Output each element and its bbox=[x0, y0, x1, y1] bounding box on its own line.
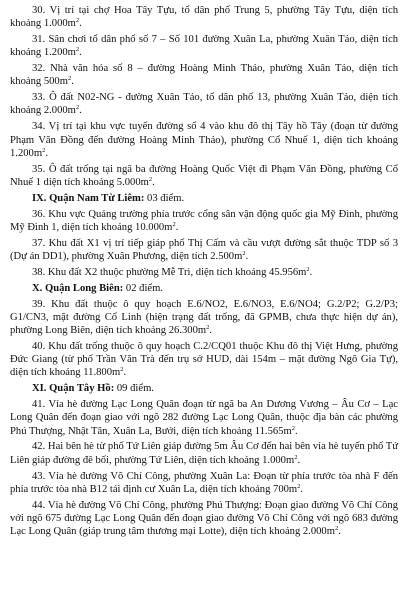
area-unit-exponent: 2 bbox=[206, 324, 210, 332]
location-item bbox=[10, 266, 398, 279]
location-item-text: 37. Khu đất X1 vị trí tiếp giáp phố Thị Cấm và cầu vượt đường sắt thuộc TDP số 3 (Dự án DD1), phường Xuân Phương, diện tích 2.500m bbox=[10, 237, 398, 262]
location-item bbox=[10, 208, 398, 234]
location-item-text: 43. Vỉa hè đường Võ Chí Công, phường Xuân La: Đoạn từ phía trước tòa nhà F đến phía trước tòa nhà B12 tái định cư Xuân La, diện tích khoảng 700m bbox=[10, 470, 398, 495]
area-unit-exponent: 2 bbox=[75, 17, 80, 25]
district-heading bbox=[10, 282, 398, 295]
location-item-end: . bbox=[209, 325, 213, 337]
area-unit-exponent: 2 bbox=[242, 249, 246, 257]
location-item bbox=[10, 340, 398, 380]
location-item-text: 36. Khu vực Quảng trường phía trước cổng sân vận động quốc gia Mỹ Đình, phường Mỹ Đình 1, diện tích khoảng 10.000m bbox=[10, 208, 398, 233]
area-unit-exponent: 2 bbox=[294, 453, 298, 461]
area-unit-exponent: 2 bbox=[291, 424, 295, 432]
location-item bbox=[10, 120, 398, 160]
location-item-text: 34. Vị trí tại khu vực tuyến đường số 4 vào khu đô thị Tây hồ Tây (đoạn từ đường Phạm Văn Đồng đến đường Hoàng Minh Thảo), phường Cổ Nhuế 1, diện tích khoảng 1.200m bbox=[10, 121, 398, 159]
location-item-text: 41. Vỉa hè đường Lạc Long Quân đoạn từ ngã ba An Dương Vương – Âu Cơ – Lạc Long Quân đến đoạn giao với ngõ 282 đường Lạc Long Quân, thuộc địa bàn các phường Phú Thượng, Nhật Tân, Xuân La, Bưởi, diện tích khoảng 11.565m bbox=[10, 399, 398, 437]
area-unit-exponent: 2 bbox=[306, 265, 310, 273]
location-item-text: 30. Vị trí tại chợ Hoa Tây Tựu, tổ dân phố Trung 5, phường Tây Tựu, diện tích khoảng 1.000m bbox=[10, 5, 398, 30]
location-item-text: 38. Khu đất X2 thuộc phường Mễ Trì, diện tích khoảng 45.956m bbox=[32, 266, 307, 278]
location-item-text: 44. Vỉa hè đường Võ Chí Công, phường Phú Thượng: Đoạn giao đường Võ Chí Công với ngõ 675 đường Lạc Long Quân đến đoạn giao đường Võ Chí Công với ngõ 683 đường Lạc Long Quân (giáp trung tâm thương mại Lotte), diện tích khoảng 2.000m bbox=[10, 499, 398, 537]
location-item-end: . bbox=[309, 266, 313, 278]
area-unit-exponent: 2 bbox=[75, 104, 80, 112]
location-item-end: . bbox=[338, 526, 341, 537]
location-item-text: 32. Nhà văn hóa số 8 – đường Hoàng Minh Thảo, phường Xuân Tảo, diện tích khoảng 500m bbox=[10, 63, 398, 88]
location-item-end: . bbox=[294, 425, 298, 437]
location-item-text: 33. Ô đất N02-NG - đường Xuân Tảo, tổ dân phố 13, phường Xuân Tảo, diện tích khoảng 2.000m bbox=[10, 92, 398, 117]
location-item bbox=[10, 499, 398, 539]
location-item-end: . bbox=[79, 18, 82, 30]
location-item-end: . bbox=[71, 76, 74, 88]
location-item-end: . bbox=[45, 147, 48, 159]
location-item bbox=[10, 440, 398, 466]
district-heading-title: X. Quận Long Biên: bbox=[32, 282, 124, 294]
district-heading-title: XI. Quận Tây Hồ: bbox=[32, 383, 115, 395]
location-item bbox=[10, 4, 398, 30]
district-heading bbox=[10, 192, 398, 205]
area-unit-exponent: 2 bbox=[334, 525, 339, 532]
location-item-end: . bbox=[300, 483, 304, 495]
location-item-text: 39. Khu đất thuộc ô quy hoạch E.6/NO2, E.6/NO3, E.6/NO4; G.2/P2; G.2/P3; G1/CN3, mặt đường Cổ Linh (hiện trạng đất trống, đã GPMB, chưa thực hiện dự án), phường Long Biên, diện tích khoảng 26.300m bbox=[10, 298, 398, 337]
area-unit-exponent: 2 bbox=[297, 482, 301, 490]
area-unit-exponent: 2 bbox=[148, 175, 153, 183]
location-item bbox=[10, 237, 398, 263]
location-item bbox=[10, 398, 398, 438]
location-item-end: . bbox=[175, 221, 179, 233]
district-heading-count: 09 điểm. bbox=[114, 383, 154, 395]
area-unit-exponent: 2 bbox=[172, 220, 176, 228]
location-item-end: . bbox=[152, 176, 155, 188]
location-item-text: 40. Khu đất trống thuộc ô quy hoạch C.2/CQ01 thuộc Khu đô thị Việt Hưng, phường Đức Giang (từ phố Trần Văn Trà đến trụ sở HUD, dài 154m – mặt đường Ngô Gia Tự), diện tích khoảng 11.800m bbox=[10, 340, 398, 379]
district-heading-title: IX. Quận Nam Từ Liêm: bbox=[32, 192, 145, 204]
location-item bbox=[10, 62, 398, 88]
location-item bbox=[10, 33, 398, 59]
location-item bbox=[10, 470, 398, 496]
location-item-end: . bbox=[123, 367, 127, 379]
location-item bbox=[10, 298, 398, 338]
location-item bbox=[10, 91, 398, 117]
location-item-end: . bbox=[79, 47, 82, 59]
area-unit-exponent: 2 bbox=[120, 366, 124, 374]
location-item-text: 42. Hai bên hè từ phố Tứ Liên giáp đường 5m Âu Cơ đến hai bên vỉa hè tuyến phố Tứ Liên giáp đường đê bối, phường Tứ Liên, diện tích khoảng 1.000m bbox=[10, 441, 398, 466]
location-item-end: . bbox=[297, 454, 301, 466]
location-item-text: 35. Ô đất trống tại ngã ba đường Hoàng Quốc Việt đi Phạm Văn Đồng, phường Cổ Nhuế 1 diện tích khoảng 5.000m bbox=[10, 163, 398, 188]
area-unit-exponent: 2 bbox=[75, 46, 80, 54]
location-item-end: . bbox=[245, 250, 249, 262]
location-item bbox=[10, 163, 398, 189]
location-item-end: . bbox=[79, 105, 82, 117]
district-heading-count: 02 điểm. bbox=[123, 282, 163, 294]
district-heading bbox=[10, 382, 398, 395]
area-unit-exponent: 2 bbox=[67, 75, 72, 83]
location-item-text: 31. Sân chơi tổ dân phố số 7 – Số 101 đường Xuân La, phường Xuân Tảo, diện tích khoảng 1.200m bbox=[10, 34, 398, 59]
area-unit-exponent: 2 bbox=[42, 146, 46, 154]
district-heading-count: 03 điểm. bbox=[144, 192, 185, 204]
